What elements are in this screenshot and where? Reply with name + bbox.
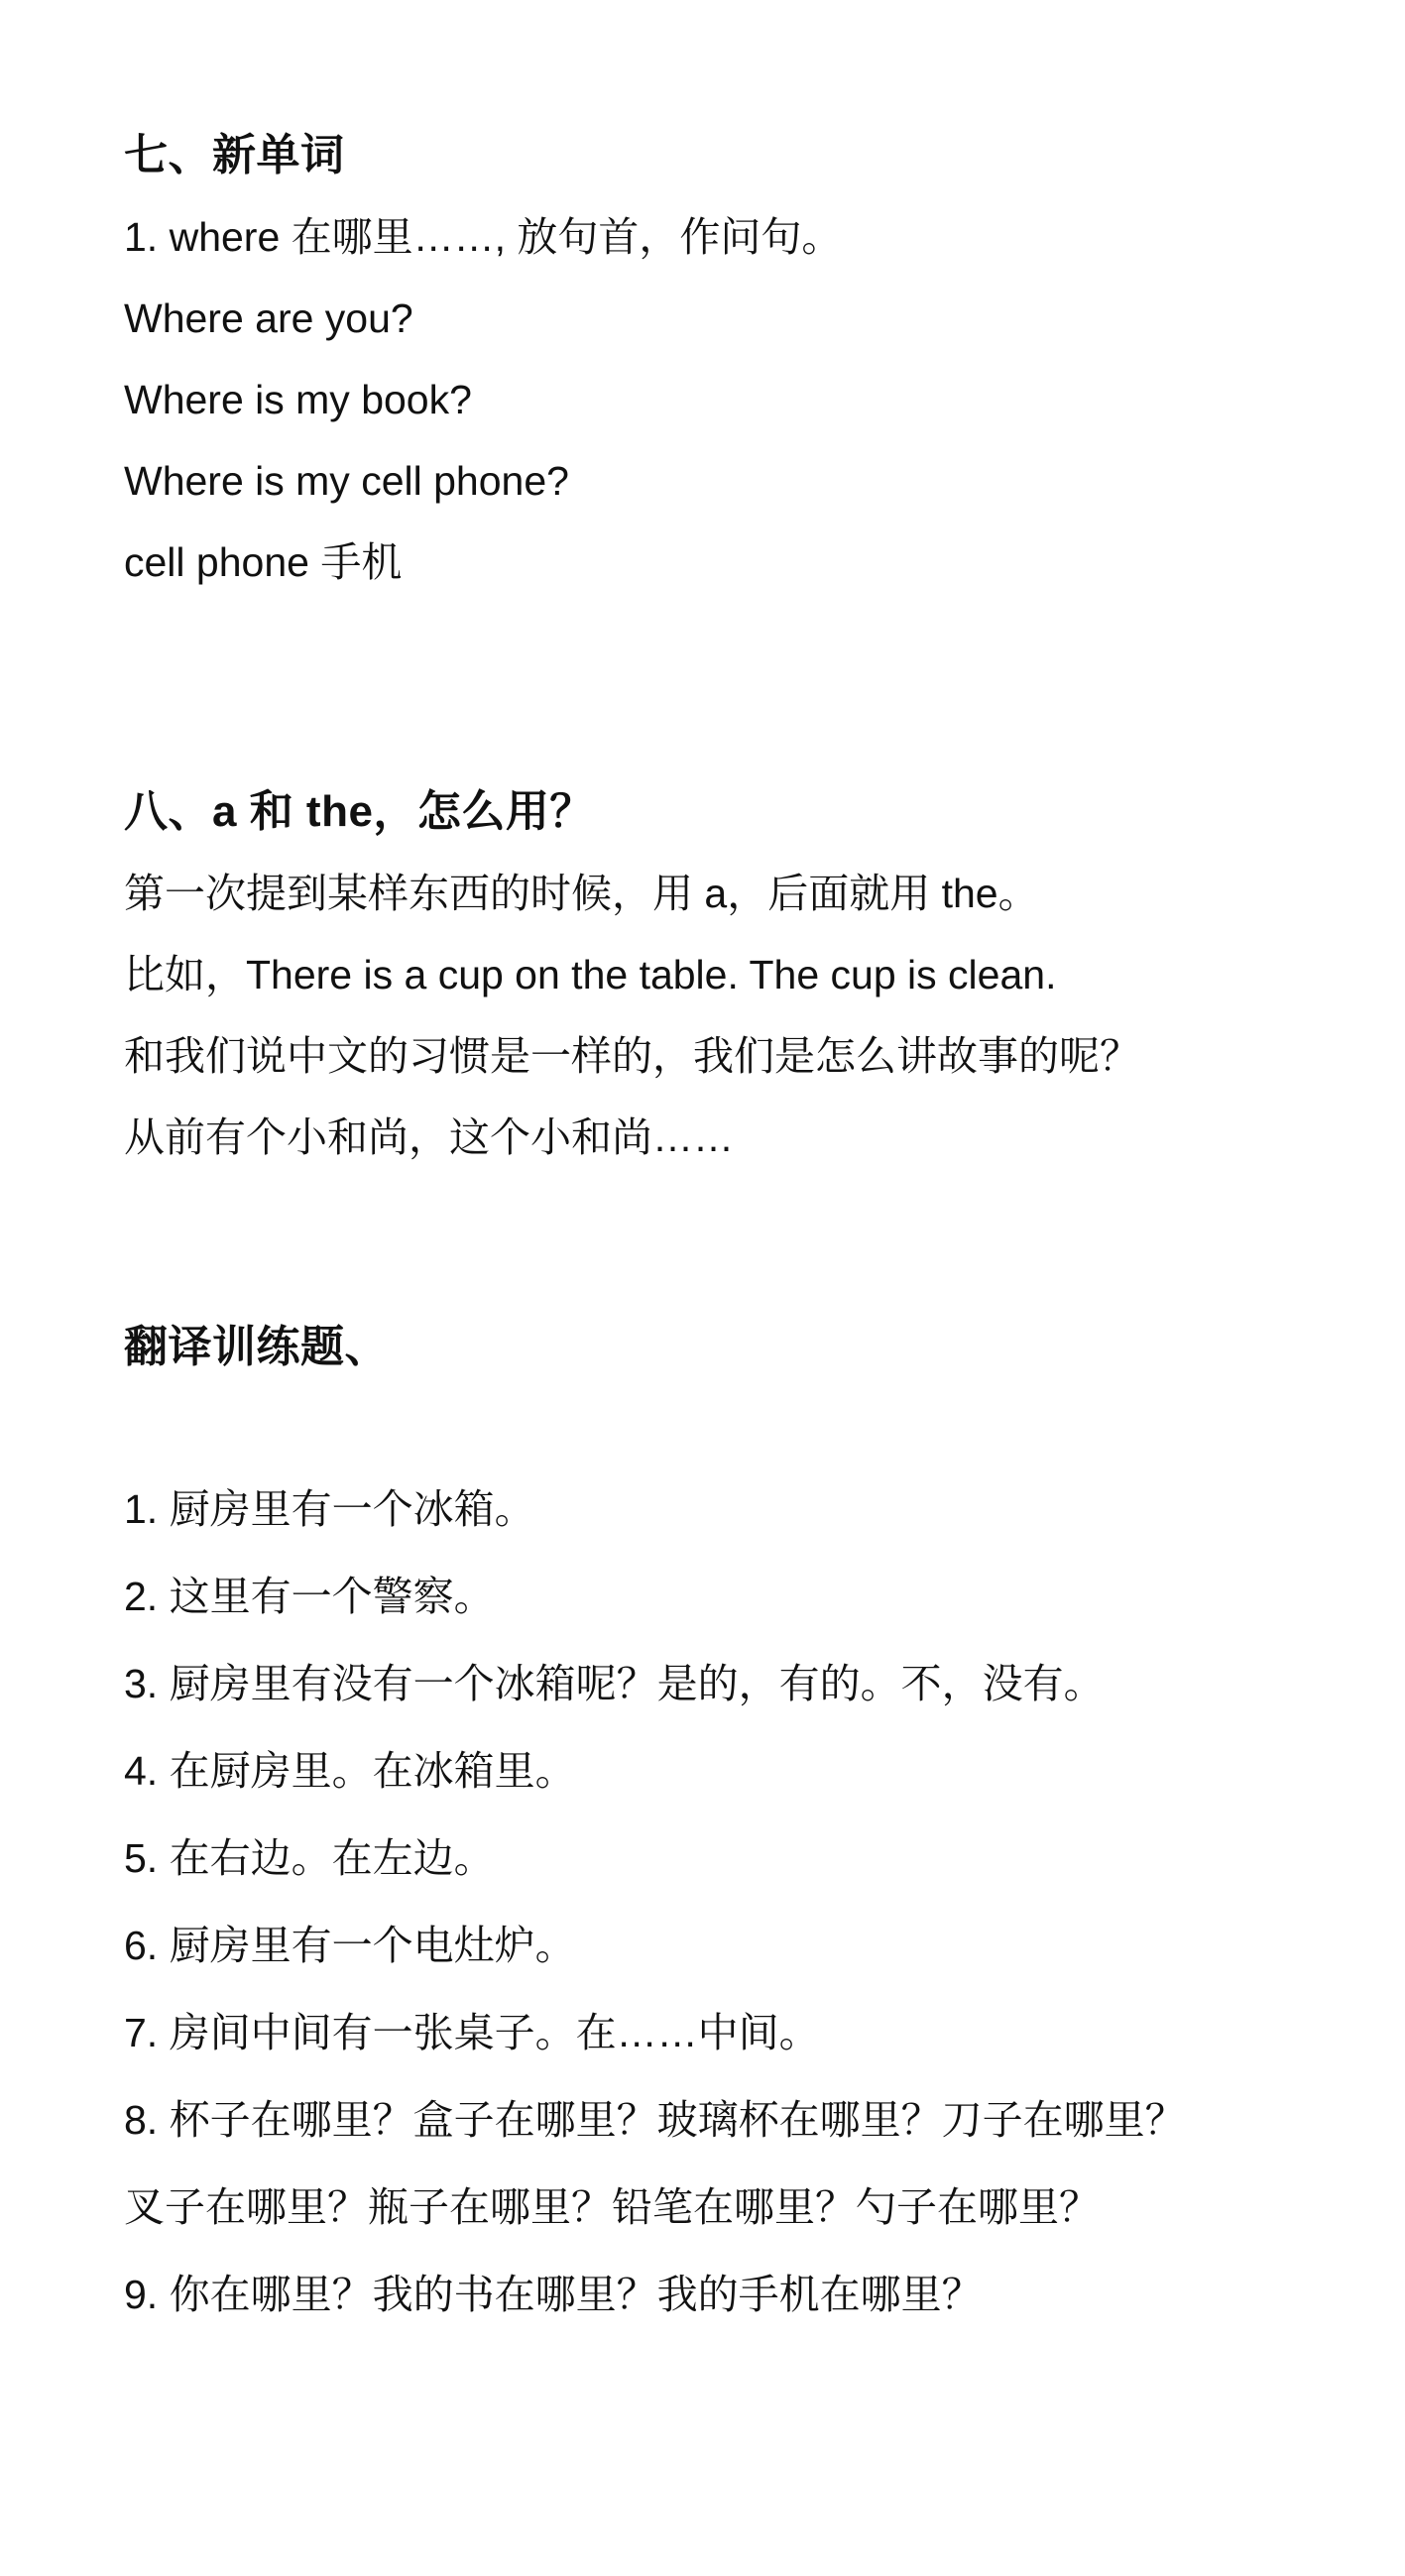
section-translation-practice: [124, 1307, 1311, 2338]
text-line: 5. 在右边。在左边。: [124, 1835, 495, 1881]
section-a-and-the-body: [124, 853, 1311, 1178]
heading-a-and-the: 八、a 和 the，怎么用？: [124, 787, 594, 836]
text-line: 4. 在厨房里。在冰箱里。: [124, 1748, 576, 1794]
text-line: 从前有个小和尚，这个小和尚……: [124, 1114, 734, 1160]
text-line: 叉子在哪里？瓶子在哪里？铅笔在哪里？勺子在哪里？: [124, 2184, 1100, 2230]
section-new-words: [124, 115, 1311, 603]
text-line: Where is my book?: [124, 377, 472, 422]
text-line: Where is my cell phone?: [124, 458, 569, 504]
text-line: 1. where 在哪里……, 放句首，作问句。: [124, 214, 843, 260]
text-line: 7. 房间中间有一张桌子。在……中间。: [124, 2010, 820, 2055]
text-line: 和我们说中文的习惯是一样的，我们是怎么讲故事的呢？: [124, 1033, 1140, 1079]
text-line: 第一次提到某样东西的时候，用 a，后面就用 the。: [124, 871, 1039, 916]
section-a-and-the: [124, 771, 1311, 1178]
text-line: 2. 这里有一个警察。: [124, 1574, 495, 1619]
section-translation-practice-body: [124, 1465, 1311, 2338]
heading-translation-practice: 翻译训练题、: [124, 1323, 389, 1371]
text-line: 6. 厨房里有一个电灶炉。: [124, 1923, 576, 1968]
heading-new-words: 七、新单词: [124, 131, 345, 179]
text-line: Where are you?: [124, 295, 413, 341]
text-line: 比如，There is a cup on the table. The cup is clean.: [124, 952, 1057, 997]
section-new-words-body: [124, 196, 1311, 603]
text-line: cell phone 手机: [124, 539, 403, 585]
text-line: 1. 厨房里有一个冰箱。: [124, 1486, 535, 1532]
text-line: 3. 厨房里有没有一个冰箱呢？是的，有的。不，没有。: [124, 1661, 1105, 1706]
text-line: 9. 你在哪里？我的书在哪里？我的手机在哪里？: [124, 2272, 983, 2317]
text-line: 8. 杯子在哪里？盒子在哪里？玻璃杯在哪里？刀子在哪里？: [124, 2097, 1186, 2143]
